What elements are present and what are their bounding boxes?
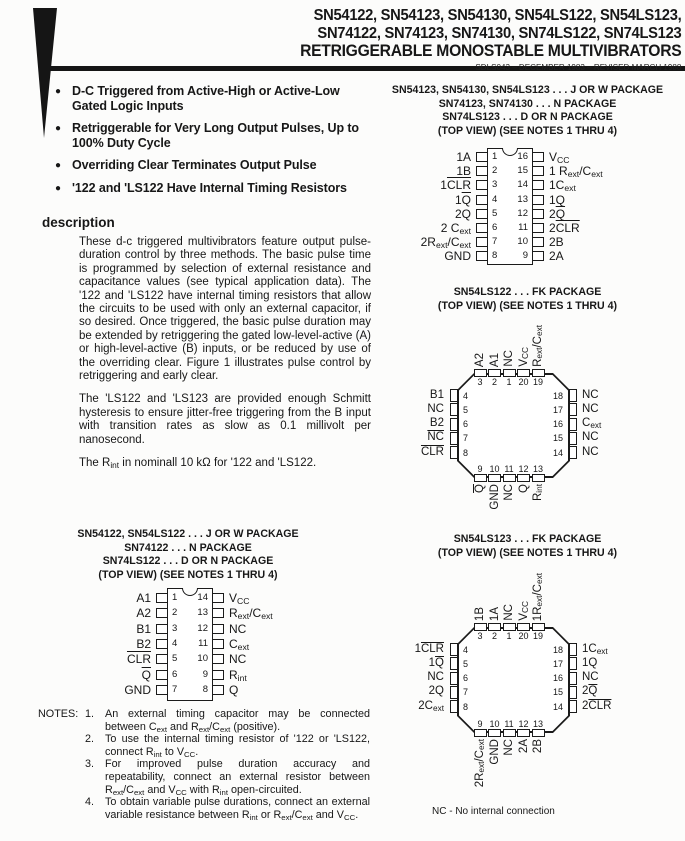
pin-number: 17 [552,404,563,415]
pin-box [450,446,458,459]
pin-number: 12 [518,464,529,474]
pin-box [156,639,168,649]
pin-label: NC [229,652,247,667]
pin-box [474,369,487,377]
pin-number: 10 [489,719,500,729]
pin-box [503,369,516,377]
pin-box [569,389,577,402]
pin-label: $C_{ext}$ [582,417,602,431]
pin-label: $1\overline{Q}$ [454,192,471,207]
note-item [85,758,370,796]
pin-label: NC [427,671,444,683]
pin-number: 9 [202,668,208,680]
part-numbers-line-1: SN54122, SN54123, SN54130, SN54LS122, SN54LS123, [313,7,681,24]
note-number: 3. [85,758,95,771]
pin-label: Q [229,682,239,697]
pin-number: 13 [197,607,208,619]
notes-label: NOTES: [38,708,79,720]
fk122-package-titles [375,286,680,313]
pin-box [569,657,577,670]
pin-box [569,686,577,699]
pin-label: GND [444,249,471,264]
feature-item [55,181,377,196]
feature-text: '122 and 'LS122 Have Internal Timing Resistors [72,181,347,196]
pin-number: 3 [172,622,178,634]
note-number: 4. [85,796,95,809]
pin-label: GND [124,682,151,697]
pin-label: 2A [549,249,564,264]
notes-items [85,708,370,821]
pin-label: $V_{CC}$ [549,150,570,166]
pin-box [156,608,168,618]
pin-label: $R_{int}$ [229,667,247,683]
pin-box [156,654,168,664]
pin-number: 10 [489,464,500,474]
pin-number: 4 [172,637,178,649]
doc-code: SDLS043 – DECEMBER 1983 – REVISED MARCH 1988 [474,61,681,72]
pin-box [517,623,530,631]
pin-number: 11 [504,464,514,474]
feature-text: Overriding Clear Terminates Output Pulse [72,158,317,173]
pin-box [532,209,544,219]
description-paragraph: The 'LS122 and 'LS123 are provided enough Schmitt hysteresis to ensure jitter-free triggering from the B input with transition rates as slow as 0.1 millivolt per nanosecond. [79,393,371,446]
pin-label: NC [582,431,599,444]
pin-label: Q [474,484,486,493]
fk122-pinout-diagram [390,312,680,524]
pin-box [476,152,488,162]
pin-box [488,474,501,482]
pin-box [450,418,458,431]
pin-number: 14 [197,592,208,603]
bullet-icon: ● [55,160,62,172]
pin-box [503,474,516,482]
pin-box [450,643,458,656]
bullet-icon: ● [55,86,62,97]
pin-number: 20 [518,377,529,387]
pin-number: 2 [491,377,497,387]
pin-number: 11 [198,637,208,649]
feature-item [55,121,377,150]
pin-label: $2R_{ext}/C_{ext}$ [474,739,487,788]
pin-number: 5 [463,404,469,415]
pin-number: 12 [518,719,529,729]
pin-number: 15 [552,433,563,444]
pin-box [532,152,544,162]
pin-box [450,432,458,445]
bullet-icon: ● [55,123,62,135]
pin-label: NC [503,350,515,367]
feature-item [55,158,377,173]
pin-label: $2\overline{CLR}$ [582,699,612,712]
pin-number: 19 [532,631,543,641]
pin-box [488,369,501,377]
pin-label: NC [229,621,247,636]
pin-number: 1 [506,377,512,387]
description-body [79,236,371,481]
package-title-line: SN74LS123 . . . D OR N PACKAGE [442,111,613,124]
pin-label: A1 [488,352,501,367]
pin-box [450,403,458,416]
pin-label: NC [503,604,515,621]
feature-item [55,84,377,113]
pin-number: 12 [517,207,528,219]
pin-box [450,686,458,699]
pin-number: 3 [477,377,483,387]
pin-label: A2 [474,352,486,367]
pin-label: $2\overline{CLR}$ [549,221,580,235]
package-title-line: SN74122 . . . N PACKAGE [124,541,252,554]
pin-label: $1\overline{CLR}$ [414,642,444,655]
pin-number: 18 [552,644,563,655]
pin-box [569,672,577,685]
pin-label: 2A [517,739,530,754]
pin-number: 4 [463,644,469,655]
pin-label: B1 [136,621,151,636]
pin-label: 2Q [428,685,444,698]
pin-label: 1Q [582,656,598,669]
pin-label: NC [582,445,599,458]
pin-box [532,623,545,631]
pin-box [212,670,224,680]
pin-box [488,623,501,631]
pin-box [569,403,577,416]
pin-number: 9 [477,464,483,474]
dip16-package-titles [375,84,680,138]
pin-number: 14 [552,701,563,712]
pin-number: 2 [491,631,497,641]
package-title-line: SN74123, SN74130 . . . N PACKAGE [438,97,617,110]
pin-number: 14 [517,179,528,191]
package-title-line: SN54123, SN54130, SN54LS123 . . . J OR W PACKAGE [391,84,664,96]
pin-number: 9 [522,250,528,262]
pin-number: 3 [492,179,498,191]
pin-label: A1 [136,591,151,605]
pin-box [450,700,458,713]
pin-label: B2 [429,417,444,429]
pin-box [474,729,487,737]
pin-label: $2C_{ext}$ [418,699,444,713]
pin-number: 2 [172,607,178,619]
pin-box [503,729,516,737]
pin-label: 1Q [549,192,566,207]
pin-box [532,474,545,482]
note-number: 1. [85,708,95,720]
pin-number: 13 [517,193,528,205]
pin-label: $2R_{ext}/C_{ext}$ [420,235,471,251]
pin-label: 1A [488,606,501,621]
pin-label: A2 [136,606,151,621]
pin-box [532,729,545,737]
pin-label: $V_{CC}$ [517,601,530,621]
package-title-line: (TOP VIEW) (SEE NOTES 1 THRU 4) [437,299,618,312]
pin-number: 18 [552,390,563,401]
pin-label: NC [427,402,444,415]
pin-number: 4 [492,193,498,205]
pin-number: 1 [492,151,498,162]
pin-label: B2 [136,636,151,651]
pin-box [212,608,224,618]
pin-box [532,223,544,233]
pin-box [474,623,487,631]
pin-box [476,195,488,205]
pin-label: $\overline{Q}$ [141,667,151,682]
pin-label: $\overline{CLR}$ [126,652,151,667]
pin-box [474,474,487,482]
note-text: An external timing capacitor may be connected between $C_{ext}$ and $R_{ext}/C_{ext}$ (positive). [105,708,370,734]
features-list [55,84,377,204]
feature-text: Retriggerable for Very Long Output Pulses, Up to 100% Duty Cycle [72,121,359,150]
pin-label: Q [517,484,530,493]
pin-label: 1B [474,606,486,621]
pin-number: 1 [172,592,178,603]
pin-box [156,670,168,680]
pin-number: 7 [172,683,178,695]
pin-number: 12 [197,622,208,634]
pin-number: 7 [463,687,469,698]
header [300,7,681,72]
pin-label: B1 [429,388,444,401]
pin-label: NC [582,402,599,415]
pin-number: 13 [532,719,543,729]
pin-box [569,700,577,713]
pin-label: $1C_{ext}$ [549,178,576,194]
package-title-line: (TOP VIEW) (SEE NOTES 1 THRU 4) [437,124,618,137]
pin-box [212,624,224,634]
package-title-line: SN74LS122 . . . D OR N PACKAGE [102,555,274,568]
pin-box [517,474,530,482]
pin-label: 2B [549,235,564,250]
note-number: 2. [85,733,95,746]
dip16-pinout-diagram [355,148,685,265]
pin-number: 9 [477,719,483,729]
pin-number: 11 [518,222,528,233]
feature-text: D-C Triggered from Active-High or Active-Low Gated Logic Inputs [72,84,340,113]
pin-box [488,729,501,737]
pin-box [517,369,530,377]
pin-box [569,446,577,459]
pin-box [476,237,488,247]
pin-number: 3 [477,631,483,641]
pin-label: $1R_{ext}/C_{ext}$ [532,572,545,621]
pin-label: NC [582,388,599,401]
pin-box [212,593,224,603]
pin-number: 16 [552,673,563,683]
fk123-pinout-diagram [390,558,680,813]
pin-number: 11 [504,719,514,729]
package-title-line: (TOP VIEW) (SEE NOTES 1 THRU 4) [437,546,618,559]
pin-box [532,251,544,261]
pin-number: 7 [463,433,469,444]
pin-box [212,654,224,664]
pin-box [212,685,224,695]
pin-label: $1\overline{Q}$ [428,656,444,669]
pin-number: 1 [506,631,512,641]
pin-number: 7 [492,236,498,248]
package-title-line: SN54LS122 . . . FK PACKAGE [453,286,602,298]
pin-label: GND [488,739,501,765]
pin-number: 5 [492,207,498,219]
pin-label: NC [582,671,599,683]
pin-label: $R_{ext}/C_{ext}$ [532,325,545,367]
pin-box [532,166,544,176]
pin-label: 2B [532,739,544,754]
pin-number: 16 [517,151,528,162]
description-heading: description [42,215,115,230]
pin-box [476,180,488,190]
pin-label: $\overline{NC}$ [427,431,444,444]
pin-number: 14 [552,447,563,458]
dip14-package-titles [52,528,324,582]
pin-number: 13 [532,464,543,474]
package-title-line: SN54LS123 . . . FK PACKAGE [453,533,602,545]
pin-label: $2\overline{Q}$ [582,685,598,698]
pin-label: $\overline{CLR}$ [420,445,444,458]
pin-number: 6 [492,222,498,233]
pin-label: $1\overline{CLR}$ [440,178,471,193]
pin-box [532,195,544,205]
package-title-line: (TOP VIEW) (SEE NOTES 1 THRU 4) [98,568,278,581]
note-item [85,708,370,733]
pin-box [450,657,458,670]
pin-number: 15 [517,165,528,177]
pin-label: 1A [456,150,471,164]
pin-label: NC [503,739,515,756]
pin-label: GND [488,484,501,510]
pin-box [517,729,530,737]
dip14-pinout-diagram [30,588,360,701]
note-text: To use the internal timing resistor of '122 or 'LS122, connect $R_{int}$ to $V_{CC}$. [105,733,370,759]
pin-number: 6 [463,419,469,429]
pin-number: 5 [463,658,469,669]
pin-number: 15 [552,687,563,698]
pin-box [532,180,544,190]
pin-box [156,685,168,695]
notes-section [38,708,370,821]
note-item [85,733,370,758]
pin-box [503,623,516,631]
pin-number: 5 [172,653,178,665]
pin-box [569,418,577,431]
description-paragraph: These d-c triggered multivibrators feature output pulse-duration control by three methods. The basic pulse time is programmed by selection of external resistance and capacitance values (see typical application data). The '122 and 'LS122 have internal timing resistors that allow the circuits to be used with only an external capacitor, if so desired. Once triggered, the basic pulse duration may be extended by retriggering the gated low-level-active (A) or high-level-active (B) inputs, or be reduced by use of the overriding clear. Figure 1 illustrates pulse control by retriggering and early clear. [79,236,371,383]
fk123-package-titles [375,533,680,560]
pin-label: 1B [456,164,471,179]
pin-box [476,251,488,261]
pin-label: $2\overline{Q}$ [549,206,566,221]
pin-number: 8 [463,701,469,712]
note-text: To obtain variable pulse durations, connect an external variable resistance between $R_{int}$ or $R_{ext}/C_{ext}$ and $V_{CC}$. [105,796,370,822]
pin-number: 8 [463,447,469,458]
pin-number: 16 [552,419,563,429]
pin-label: $V_{CC}$ [517,347,530,367]
pin-number: 10 [517,236,528,248]
note-text: For improved pulse duration accuracy and repeatability, connect an external resistor between $R_{ext}/C_{ext}$ and $V_{CC}$ with $R_{int}$ open-circuited. [105,758,370,797]
pin-label: $R_{int}$ [532,484,545,502]
pin-label: NC [503,484,515,501]
pin-label: $1C_{ext}$ [582,642,608,656]
nc-footnote: NC - No internal connection [432,806,555,817]
pin-box [476,223,488,233]
pin-box [156,593,168,603]
pin-box [212,639,224,649]
description-paragraph: The $R_{int}$ in nominall 10 kΩ for '122 and 'LS122. [79,457,317,471]
pin-box [532,369,545,377]
pin-number: 8 [492,250,498,262]
pin-number: 4 [463,390,469,401]
pin-box [476,166,488,176]
pin-box [156,624,168,634]
pin-box [569,643,577,656]
pin-number: 10 [197,653,208,665]
pin-box [569,432,577,445]
note-item [85,796,370,821]
pin-number: 2 [492,165,498,177]
part-numbers-line-2: SN74122, SN74123, SN74130, SN74LS122, SN74LS123 [317,24,681,42]
pin-number: 6 [172,668,178,680]
pin-label: 2Q [454,206,471,221]
pin-box [450,672,458,685]
pin-box [532,237,544,247]
pin-label: $R_{ext}/C_{ext}$ [229,606,273,622]
pin-number: 19 [532,377,543,387]
pin-box [476,209,488,219]
bullet-icon: ● [55,183,62,195]
pin-number: 17 [552,658,563,669]
pin-number: 8 [202,683,208,695]
pin-label: $C_{ext}$ [229,636,250,653]
pin-number: 6 [463,673,469,683]
pin-label: $V_{CC}$ [229,591,250,607]
pin-number: 20 [518,631,529,641]
doc-title: RETRIGGERABLE MONOSTABLE MULTIVIBRATORS [299,42,681,60]
pin-box [450,389,458,402]
package-title-line: SN54122, SN54LS122 . . . J OR W PACKAGE [77,528,299,540]
pin-label: 1 $R_{ext}/C_{ext}$ [549,164,603,180]
pin-label: 2 $C_{ext}$ [440,221,471,237]
